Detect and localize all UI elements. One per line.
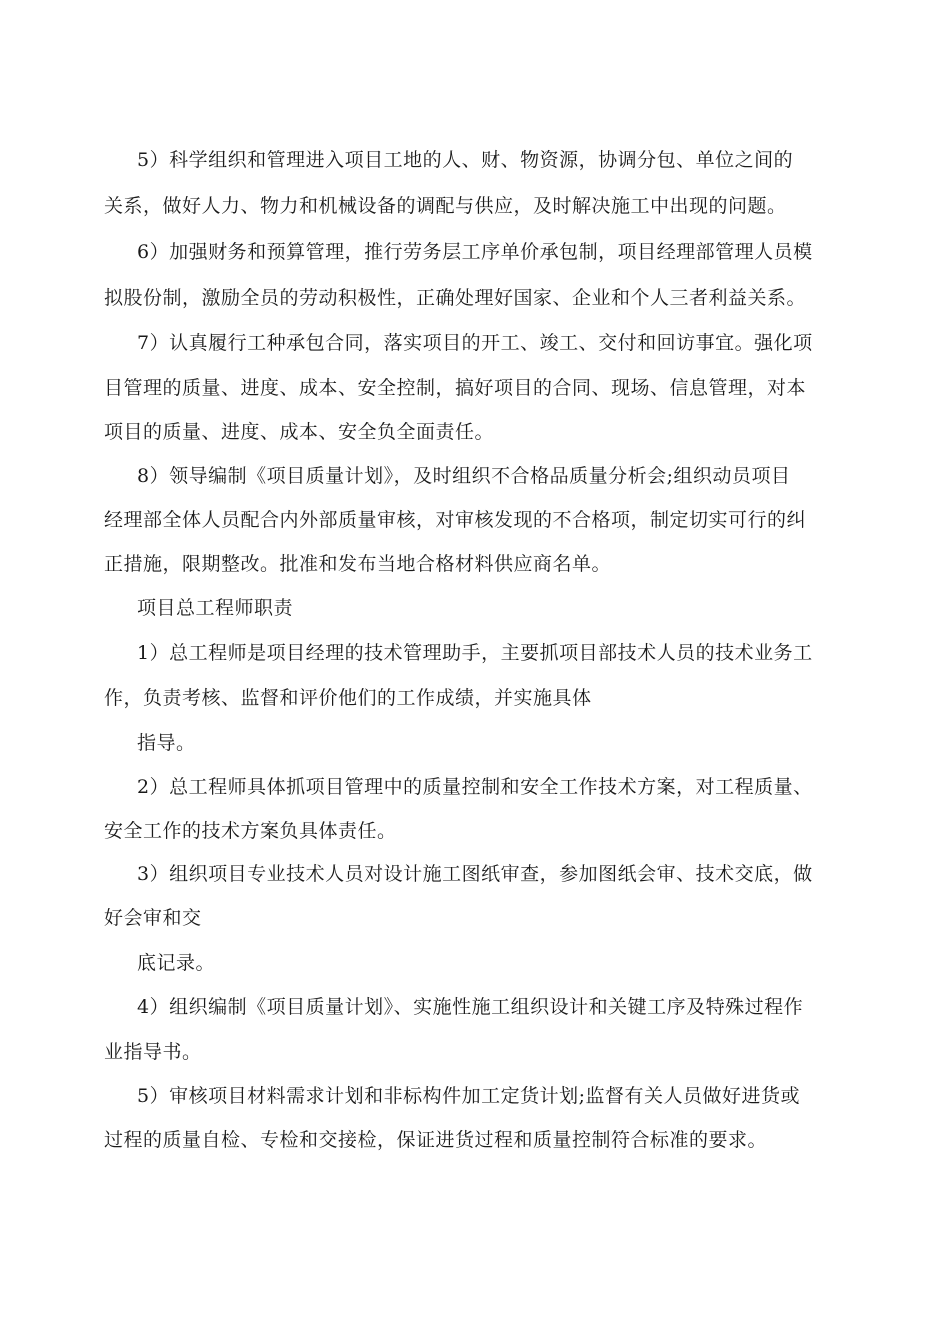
section-heading: 项目总工程师职责 [137, 597, 294, 619]
paragraph-line: 目管理的质量、进度、成本、安全控制，搞好项目的合同、现场、信息管理，对本 [104, 377, 807, 399]
paragraph-line: 经理部全体人员配合内外部质量审核，对审核发现的不合格项，制定切实可行的纠 [104, 509, 807, 531]
paragraph-line: 底记录。 [137, 952, 216, 974]
paragraph-line: 2）总工程师具体抓项目管理中的质量控制和安全工作技术方案，对工程质量、 [137, 776, 813, 798]
paragraph-line: 7）认真履行工种承包合同，落实项目的开工、竣工、交付和回访事宜。强化项 [137, 332, 813, 354]
paragraph-line: 1）总工程师是项目经理的技术管理助手，主要抓项目部技术人员的技术业务工 [137, 642, 813, 664]
paragraph-line: 指导。 [137, 732, 196, 754]
paragraph-line: 项目的质量、进度、成本、安全负全面责任。 [104, 421, 495, 443]
paragraph-line: 6）加强财务和预算管理，推行劳务层工序单价承包制，项目经理部管理人员模 [137, 241, 813, 263]
paragraph-line: 关系，做好人力、物力和机械设备的调配与供应，及时解决施工中出现的问题。 [104, 195, 787, 217]
paragraph-line: 5）科学组织和管理进入项目工地的人、财、物资源，协调分包、单位之间的 [137, 149, 794, 171]
paragraph-line: 过程的质量自检、专检和交接检，保证进货过程和质量控制符合标准的要求。 [104, 1129, 768, 1151]
paragraph-line: 作，负责考核、监督和评价他们的工作成绩，并实施具体 [104, 687, 592, 709]
paragraph-line: 安全工作的技术方案负具体责任。 [104, 820, 397, 842]
paragraph-line: 4）组织编制《项目质量计划》、实施性施工组织设计和关键工序及特殊过程作 [137, 996, 804, 1018]
paragraph-line: 5）审核项目材料需求计划和非标构件加工定货计划;监督有关人员做好进货或 [137, 1085, 800, 1107]
paragraph-line: 正措施，限期整改。批准和发布当地合格材料供应商名单。 [104, 553, 612, 575]
paragraph-line: 业指导书。 [104, 1041, 202, 1063]
paragraph-line: 8）领导编制《项目质量计划》，及时组织不合格品质量分析会;组织动员项目 [137, 465, 791, 487]
paragraph-line: 3）组织项目专业技术人员对设计施工图纸审查，参加图纸会审、技术交底，做 [137, 863, 813, 885]
paragraph-line: 拟股份制，激励全员的劳动积极性，正确处理好国家、企业和个人三者利益关系。 [104, 287, 807, 309]
paragraph-line: 好会审和交 [104, 907, 202, 929]
